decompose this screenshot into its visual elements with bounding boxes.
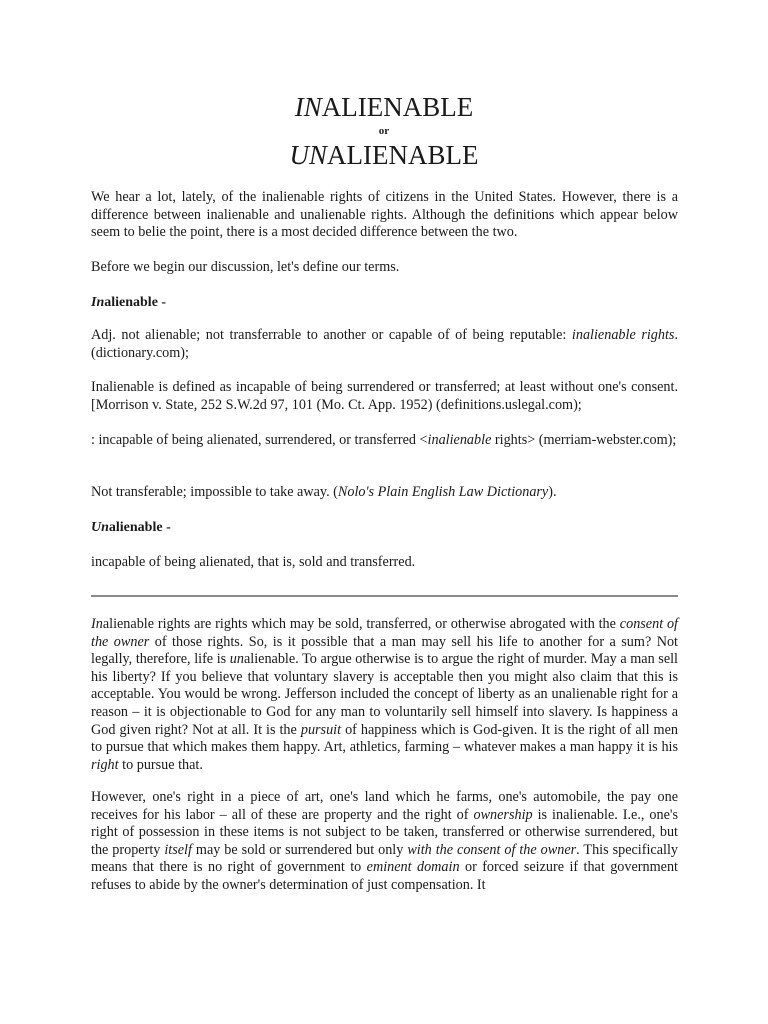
title-un-prefix: UN	[289, 140, 328, 170]
heading-unalienable	[91, 519, 678, 537]
intro-define-terms: Before we begin our discussion, let's define our terms.	[91, 259, 400, 275]
b2-4: itself	[164, 841, 192, 858]
heading-inalienable	[91, 294, 678, 312]
intro-paragraph: We hear a lot, lately, of the inalienable rights of citizens in the United States. However, there is a difference between inalienable and unalienable rights. Although the definitions which appear below seem to belie the point, there is a most decided difference between the two.	[91, 189, 678, 241]
b1-4: of those rights. So, is it possible that a man may sell his life to another for a sum? Not legally, therefore, life is	[91, 633, 678, 668]
def1-text-a: Adj. not alienable; not transferrable to another or capable of of being reputable:	[91, 327, 572, 343]
b1-1: In	[91, 616, 103, 632]
b2-6: with the consent of the owner	[407, 841, 577, 858]
b2-1: However, one's right in a piece of art, one's land which he farms, one's automobile, the pay one receives for his labor – all of these are property and the right of	[91, 789, 678, 823]
def1-text-c: . (dictionary.com);	[91, 327, 678, 361]
b2-3: is inalienable. I.e., one's right of possession in these items is not subject to be taken, transferred or otherwise surrendered, but the property	[91, 806, 678, 858]
b1-6: alienable. To argue otherwise is to argue the right of murder. May a man sell his liberty? If you believe that voluntary slavery is acceptable then you might also claim that this is acceptable. You would be wrong. Jefferson included the concept of liberty as an unalienable right for a reason – it is objectionable to God for any man to voluntarily sell himself into slavery. Is happiness a God given right? Not at all. It is the	[91, 651, 679, 738]
b2-7: . This specifically means that there is no right of government to	[91, 841, 678, 876]
b2-9: or forced seizure if that government refuses to abide by the owner's determination of just compensation. It	[91, 859, 678, 893]
def1-italic: inalienable rights	[571, 327, 675, 343]
heading-unalienable-rest: alienable -	[108, 520, 171, 535]
title-line1-rest: ALIENABLE	[321, 92, 474, 122]
b1-10: to pursue that.	[118, 756, 203, 773]
def4-text-c: ).	[548, 484, 557, 500]
b1-7: pursuit	[300, 721, 342, 738]
title-unalienable	[0, 140, 768, 170]
b2-8: eminent domain	[366, 859, 460, 876]
body-paragraph-2	[91, 789, 678, 895]
heading-un-prefix: Un	[91, 520, 109, 535]
def4-italic: Nolo's Plain English Law Dictionary	[337, 484, 549, 500]
heading-in-prefix: In	[91, 295, 105, 310]
definition-dictionary	[91, 327, 678, 362]
def3-italic: inalienable	[427, 432, 492, 448]
def4-text-a: Not transferable; impossible to take away. (	[91, 484, 338, 500]
b2-2: ownership	[473, 806, 533, 823]
def3-text-c: rights> (merriam-webster.com);	[491, 432, 677, 448]
section-divider	[91, 595, 678, 597]
definition-nolo	[91, 484, 678, 502]
b1-9: right	[91, 756, 119, 773]
b1-3: consent of the owner	[91, 616, 679, 650]
title-line2-rest: ALIENABLE	[327, 140, 479, 170]
b1-2: alienable rights are rights which may be sold, transferred, or otherwise abrogated with the	[102, 616, 620, 632]
title-inalienable	[0, 92, 768, 122]
b1-8: of happiness which is God-given. It is the right of all men to pursue that which makes them happy. Art, athletics, farming – whatever makes a man happy it is his	[91, 721, 678, 756]
definition-merriam-webster	[91, 432, 678, 450]
heading-inalienable-rest: alienable -	[104, 295, 167, 310]
definition-uslegal: Inalienable is defined as incapable of being surrendered or transferred; at least without one's consent.[Morrison v. State, 252 S.W.2d 97, 101 (Mo. Ct. App. 1952) (definitions.uslegal.com);	[91, 379, 678, 413]
def3-text-a: : incapable of being alienated, surrendered, or transferred <	[91, 432, 428, 448]
b1-5: un	[229, 651, 244, 668]
title-or: or	[378, 125, 390, 137]
body-paragraph-1	[91, 616, 678, 774]
definition-unalienable: incapable of being alienated, that is, sold and transferred.	[91, 554, 416, 570]
b2-5: may be sold or surrendered but only	[191, 841, 408, 858]
title-in-prefix: IN	[294, 92, 322, 122]
